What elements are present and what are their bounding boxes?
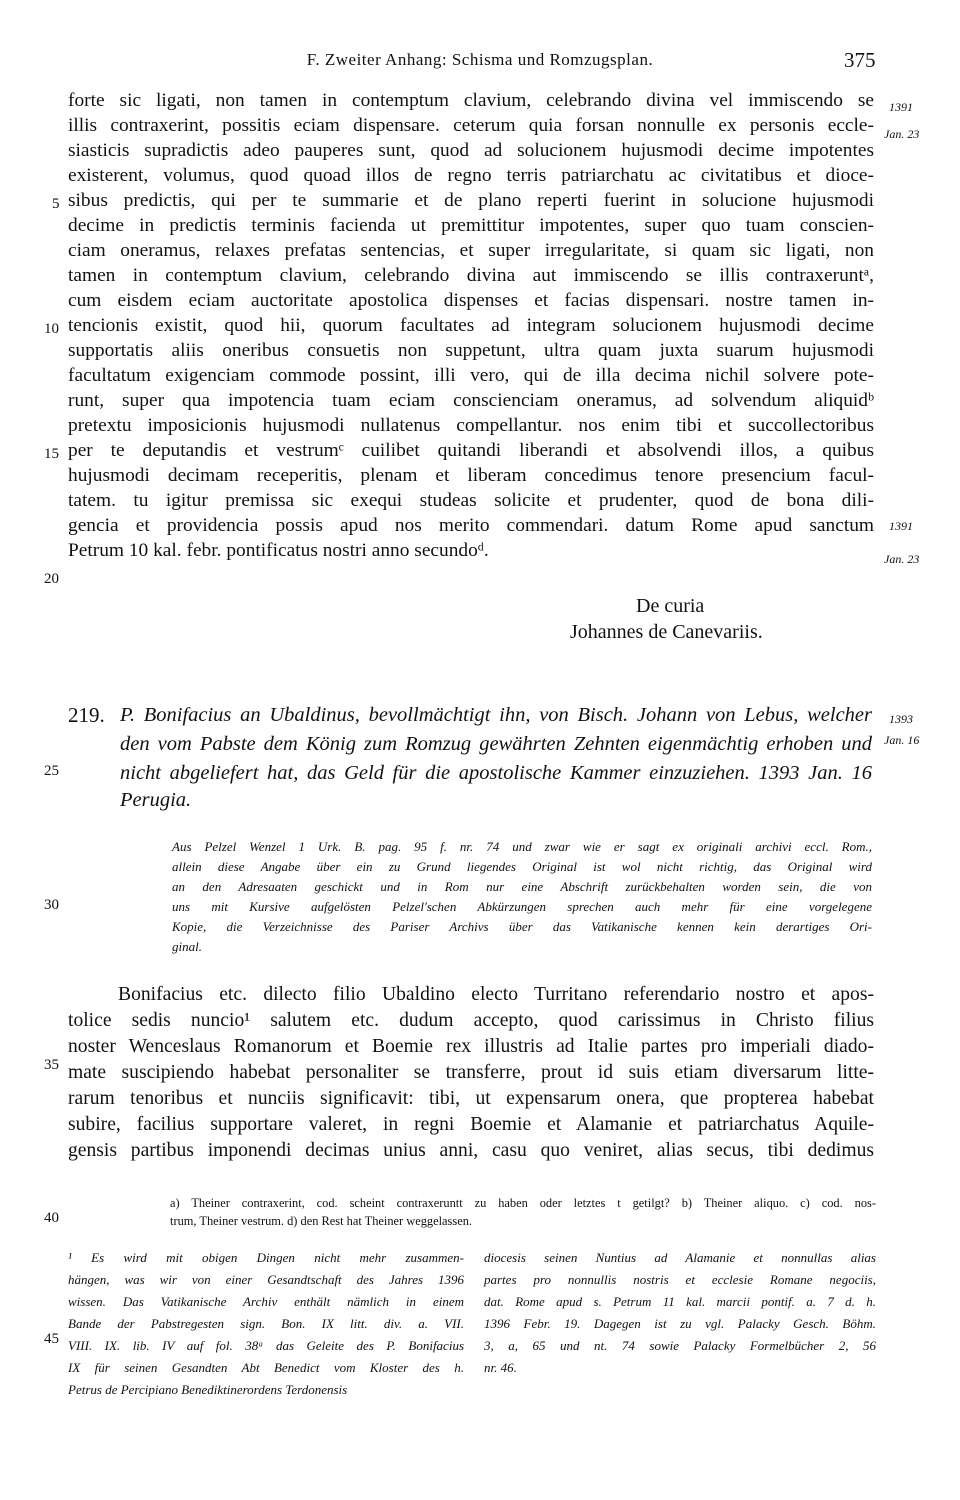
text-line: cum eisdem eciam auctoritate apostolica dispenses et facias dispensari. nostre tamen in-: [68, 290, 874, 311]
text-line: forte sic ligati, non tamen in contemptum clavium, celebrando divina vel immiscendo se: [68, 90, 874, 111]
footnote-left-line: Petrus de Percipiano Benediktinerordens Terdonensis: [68, 1382, 348, 1397]
running-header: F. Zweiter Anhang: Schisma und Romzugsplan.: [306, 50, 654, 69]
text-line: per te deputandis et vestrumᶜ cuilibet quitandi liberandi et absolvendi illos, a quibus: [68, 440, 874, 461]
margin-date-day: Jan. 16: [884, 733, 920, 747]
source-note-line: allein diese Angabe über ein zu Grund liegendes Original ist wol nicht richtig, das Original wird: [172, 859, 872, 874]
margin-date-year: 1393: [889, 712, 913, 726]
text-line: hujusmodi decimam receperitis, plenam et liberam concedimus tenore presencium facul-: [68, 465, 874, 486]
source-note-line: uns mit Kursive aufgelösten Pelzel'schen Abkürzungen sprechen auch mehr für eine vorgelegene: [172, 899, 872, 914]
document-number: 219.: [68, 703, 105, 727]
footnote-left-line: wissen. Das Vatikanische Archiv enthält nämlich in einem: [68, 1294, 464, 1309]
text-line: Petrum 10 kal. febr. pontificatus nostri anno secundoᵈ.: [68, 540, 489, 561]
text-line: runt, super qua impotencia tuam eciam conscienciam oneramus, ad solvendum aliquidᵇ: [68, 390, 874, 411]
line-number: 20: [44, 571, 59, 587]
text-line: decime in predictis terminis facienda ut premittitur impotentes, super quo tuam conscien-: [68, 215, 874, 236]
line-number: 45: [44, 1331, 59, 1347]
line-number: 5: [52, 196, 60, 212]
footnote-right-line: 3, a, 65 und nt. 74 sowie Palacky Formelbücher 2, 56: [484, 1338, 876, 1353]
footnote-right-line: 1396 Febr. 19. Dagegen ist zu vgl. Palacky Gesch. Böhm.: [484, 1316, 876, 1331]
line-number: 10: [44, 321, 59, 337]
text-line: sibus predictis, qui per te summarie et de plano reperti fuerint in solucione hujusmodi: [68, 190, 874, 211]
text-line: subire, facilius supportare valeret, in regni Boemie et Alamanie et patriarchatus Aquile-: [68, 1114, 874, 1135]
text-line: rarum tenoribus et nunciis significavit: tibi, ut expensarum onera, que propterea habebat: [68, 1088, 874, 1109]
text-line: mate suscipiendo habebat personaliter se transferre, prout id suis etiam diversarum litte-: [68, 1062, 874, 1083]
footnote-left-line: ¹ Es wird mit obigen Dingen nicht mehr zusammen-: [68, 1250, 464, 1265]
text-line: facultatum exigenciam commode possint, illi vero, qui de illa decima nichil solvere pote-: [68, 365, 874, 386]
text-line: tamen in contemptum clavium, celebrando divina aut immiscendo se illis contraxeruntᵃ,: [68, 265, 874, 286]
text-line: siasticis supradictis adeo pauperes sunt, quod ad solucionem hujusmodi decime impotentes: [68, 140, 874, 161]
margin-date-year: 1391: [889, 100, 913, 114]
source-note-line: Kopie, die Verzeichnisse des Pariser Archivs über das Vatikanische kennen kein derartiges Ori-: [172, 919, 872, 934]
footnote-left-line: hängen, was wir von einer Gesandtschaft des Jahres 1396: [68, 1272, 464, 1287]
footnote-left-line: Bande der Pabstregesten sign. Bon. IX litt. div. a. VII.: [68, 1316, 464, 1331]
footnote-right-line: partes pro nonnullis nostris et ecclesie Romane negociis,: [484, 1272, 876, 1287]
text-line: tencionis existit, quod hii, quorum facultates ad integram solucionem hujusmodi decime: [68, 315, 874, 336]
text-line: gencia et providencia possis apud nos merito commendari. datum Rome apud sanctum: [68, 515, 874, 536]
line-number: 25: [44, 763, 59, 779]
footnote-left-line: IX für seinen Gesandten Abt Benedict vom Kloster des h.: [68, 1360, 464, 1375]
source-note-line: ginal.: [172, 939, 202, 954]
footnote-right-line: diocesis seinen Nuntius ad Alamanie et nonnullas alias: [484, 1250, 876, 1265]
footnote-left-line: VIII. IX. lib. IV auf fol. 38ᵃ das Geleite des P. Bonifacius: [68, 1338, 464, 1353]
regest-line: den vom Pabste dem König zum Romzug gewährten Zehnten eigenmächtig erhoben und: [120, 733, 872, 755]
variant-note-line: a) Theiner contraxerint, cod. scheint contraxeruntt zu haben oder letztes t getilgt? b) Theiner aliquo. c) cod. nos-: [170, 1196, 876, 1210]
source-note-line: an den Adresaaten geschickt und in Rom nur eine Abschrift zurückbehalten worden sein, die von: [172, 879, 872, 894]
signature-name: Johannes de Canevariis.: [570, 621, 763, 643]
page-number: 375: [844, 48, 876, 72]
margin-date-day: Jan. 23: [884, 127, 920, 141]
margin-date-day: Jan. 23: [884, 552, 920, 566]
text-line: illis contraxerint, possitis eciam dispensare. ceterum quia forsan nonnulle ex personis eccle-: [68, 115, 874, 136]
regest-line: P. Bonifacius an Ubaldinus, bevollmächtigt ihn, von Bisch. Johann von Lebus, welcher: [120, 704, 872, 726]
text-line: ciam oneramus, relaxes prefatas sentencias, et super irregularitate, si quam sic ligati, non: [68, 240, 874, 261]
line-number: 15: [44, 446, 59, 462]
regest-line: nicht abgeliefert hat, das Geld für die apostolische Kammer einzuziehen. 1393 Jan. 16: [120, 762, 872, 784]
text-line: Bonifacius etc. dilecto filio Ubaldino electo Turritano referendario nostro et apos-: [118, 984, 874, 1005]
text-line: supportatis aliis oneribus consuetis non suppetunt, ultra quam juxta suarum hujusmodi: [68, 340, 874, 361]
text-line: tolice sedis nuncio¹ salutem etc. dudum accepto, quod carissimus in Christo filius: [68, 1010, 874, 1031]
text-line: pretextu imposicionis hujusmodi nullatenus compellantur. nos enim tibi et succollectoribus: [68, 415, 874, 436]
text-line: gensis partibus imponendi decimas unius anni, casu quo veniret, alias secus, tibi dedimus: [68, 1140, 874, 1161]
text-line: existerent, volumus, quod quoad illos de regno terris patriarchatu ac civitatibus et dioce-: [68, 165, 874, 186]
source-note-line: Aus Pelzel Wenzel 1 Urk. B. pag. 95 f. nr. 74 und zwar wie er sagt ex originali archivi eccl. Rom.,: [172, 839, 872, 854]
footnote-right-line: dat. Rome apud s. Petrum 11 kal. marcii pontif. a. 7 d. h.: [484, 1294, 876, 1309]
margin-date-year: 1391: [889, 519, 913, 533]
footnote-right-line: nr. 46.: [484, 1360, 517, 1375]
signature-curia: De curia: [636, 595, 705, 617]
text-line: tatem. tu igitur premissa sic exequi studeas solicite et prudenter, quod de bona dili-: [68, 490, 874, 511]
line-number: 35: [44, 1057, 59, 1073]
line-number: 40: [44, 1210, 59, 1226]
line-number: 30: [44, 897, 59, 913]
regest-line: Perugia.: [120, 789, 192, 811]
variant-note-line: trum, Theiner vestrum. d) den Rest hat Theiner weggelassen.: [170, 1214, 472, 1228]
text-line: noster Wenceslaus Romanorum et Boemie rex illustris ad Italie partes pro imperiali diado-: [68, 1036, 874, 1057]
